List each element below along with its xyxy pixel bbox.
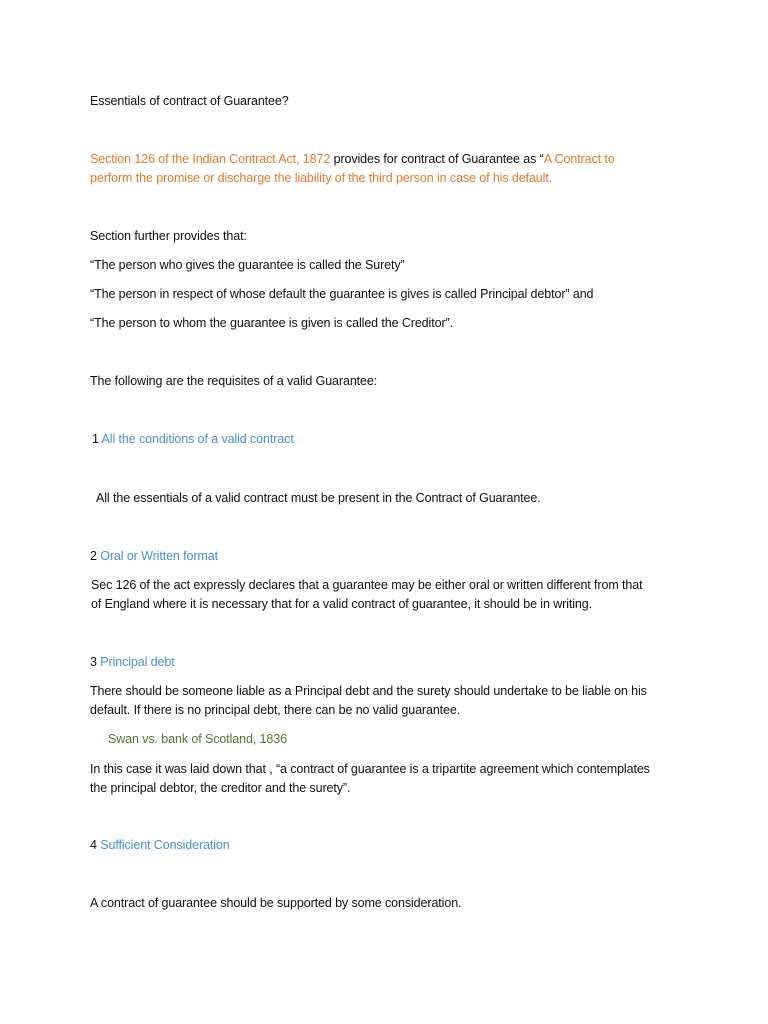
requisite-heading-1 xyxy=(92,430,294,449)
section-reference-line-1 xyxy=(90,150,615,169)
section-reference: Section 126 of the Indian Contract Act, 1872 xyxy=(90,152,331,166)
requisite-heading-2 xyxy=(90,547,218,566)
requisite-body-line: All the essentials of a valid contract must be present in the Contract of Guarantee. xyxy=(96,491,541,505)
definition-principal-debtor: “The person in respect of whose default the guarantee is gives is called Principal debtor” and xyxy=(90,287,594,301)
case-body-line: In this case it was laid down that , “a contract of guarantee is a tripartite agreement which contemplates xyxy=(90,762,650,776)
requisite-number: 3 xyxy=(90,655,97,669)
requisite-number: 4 xyxy=(90,838,97,852)
requisite-heading-text: Oral or Written format xyxy=(100,549,218,563)
section-reference-line-2: perform the promise or discharge the liability of the third person in case of his default. xyxy=(90,171,553,185)
requisite-heading-3 xyxy=(90,653,175,672)
provides-intro: Section further provides that: xyxy=(90,229,247,243)
requisite-body-line: Sec 126 of the act expressly declares that a guarantee may be either oral or written different from that xyxy=(91,578,643,592)
requisite-body-line: There should be someone liable as a Principal debt and the surety should undertake to be liable on his xyxy=(90,684,647,698)
requisite-number: 2 xyxy=(90,549,97,563)
requisite-body-line: of England where it is necessary that for a valid contract of guarantee, it should be in writing. xyxy=(91,597,593,611)
requisite-heading-text: Sufficient Consideration xyxy=(100,838,230,852)
definition-quote-start: A Contract to xyxy=(543,152,615,166)
requisite-body-line: default. If there is no principal debt, there can be no valid guarantee. xyxy=(90,703,461,717)
case-body-line: the principal debtor, the creditor and the surety”. xyxy=(90,781,351,795)
case-name: Swan vs. bank of Scotland, 1836 xyxy=(108,732,287,746)
requisite-heading-4 xyxy=(90,836,230,855)
requisite-number: 1 xyxy=(92,432,99,446)
requisite-heading-text: All the conditions of a valid contract xyxy=(101,432,294,446)
requisites-intro: The following are the requisites of a valid Guarantee: xyxy=(90,374,378,388)
requisite-heading-text: Principal debt xyxy=(100,655,175,669)
section-reference-connector: provides for contract of Guarantee as “ xyxy=(330,152,544,166)
document-title: Essentials of contract of Guarantee? xyxy=(90,94,289,108)
definition-creditor: “The person to whom the guarantee is given is called the Creditor”. xyxy=(90,316,453,330)
requisite-body-line: A contract of guarantee should be supported by some consideration. xyxy=(90,896,462,910)
definition-surety: “The person who gives the guarantee is called the Surety” xyxy=(90,258,405,272)
